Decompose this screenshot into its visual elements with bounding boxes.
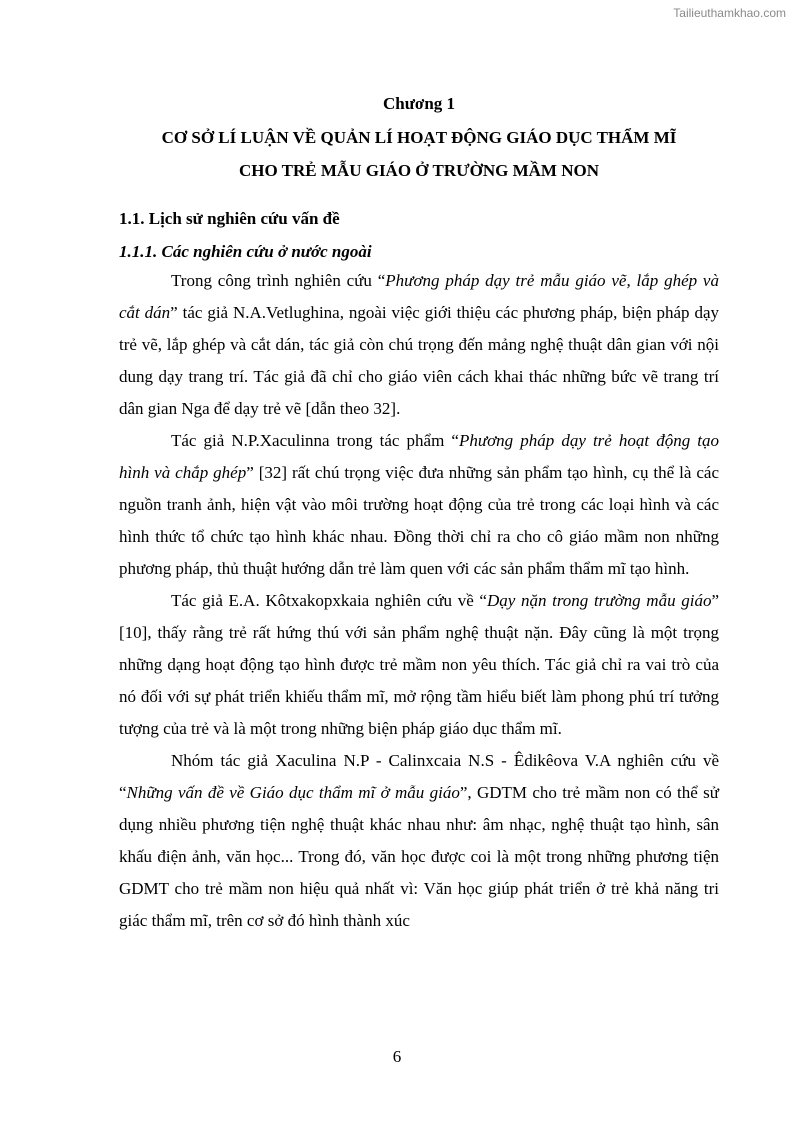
watermark-text: Tailieuthamkhao.com xyxy=(673,6,786,20)
chapter-subtitle-line-2: CHO TRẺ MẪU GIÁO Ở TRƯỜNG MẦM NON xyxy=(239,161,599,180)
work-title: Những vấn đề về Giáo dục thẩm mĩ ở mẫu giáo xyxy=(126,783,460,802)
work-title: Phương pháp dạy trẻ mẫu giáo vẽ, lắp ghép và cắt dán xyxy=(119,271,719,322)
body-text xyxy=(119,265,719,937)
work-title: Phương pháp dạy trẻ hoạt động tạo hình và chắp ghép xyxy=(119,431,720,482)
chapter-title: Chương 1 xyxy=(382,94,456,113)
section-heading: 1.1. Lịch sử nghiên cứu vấn đề xyxy=(119,209,340,228)
paragraph: Nhóm tác giả Xaculina N.P - Calinxcaia N.S - Êdikêova V.A nghiên cứu về “Những vấn đề về Giáo dục thẩm mĩ ở mẫu giáo”, GDTM cho trẻ mầm non có thể sử dụng nhiều phương tiện nghệ thuật khác nhau như: âm nhạc, nghệ thuật tạo hình, sân khấu điện ảnh, văn học... Trong đó, văn học được coi là một trong những phương tiện GDMT cho trẻ mầm non hiệu quả nhất vì: Văn học giúp phát triển ở trẻ khả năng tri giác thẩm mĩ, trên cơ sở đó hình thành xúc xyxy=(119,751,719,930)
paragraph: Tác giả E.A. Kôtxakopxkaia nghiên cứu về “Dạy nặn trong trường mẫu giáo” [10], thấy rằng trẻ rất hứng thú với sản phẩm nghệ thuật nặn. Đây cũng là một trọng những dạng hoạt động tạo hình được trẻ mầm non yêu thích. Tác giả chỉ ra vai trò của nó đối với sự phát triển khiếu thẩm mĩ, mở rộng tầm hiểu biết làm phong phú trí tưởng tượng của trẻ và là một trong những biện pháp giáo dục thẩm mĩ. xyxy=(119,591,719,738)
work-title: Dạy nặn trong trường mẫu giáo xyxy=(486,591,712,610)
paragraph: Trong công trình nghiên cứu “Phương pháp dạy trẻ mẫu giáo vẽ, lắp ghép và cắt dán” tác giả N.A.Vetlughina, ngoài việc giới thiệu các phương pháp, biện pháp dạy trẻ vẽ, lắp ghép và cắt dán, tác giả còn chú trọng đến mảng nghệ thuật dân gian với nội dung dạy trang trí. Tác giả đã chỉ cho giáo viên cách khai thác những bức vẽ trang trí dân gian Nga để dạy trẻ vẽ [dẫn theo 32]. xyxy=(119,271,719,418)
paragraph: Tác giả N.P.Xaculinna trong tác phẩm “Phương pháp dạy trẻ hoạt động tạo hình và chắp ghép” [32] rất chú trọng việc đưa những sản phẩm tạo hình, cụ thể là các nguồn tranh ảnh, hiện vật vào môi trường hoạt động của trẻ trong các loại hình và các hình thức tổ chức tạo hình khác nhau. Đồng thời chỉ ra cho cô giáo mầm non những phương pháp, thủ thuật hướng dẫn trẻ làm quen với các sản phẩm thẩm mĩ tạo hình. xyxy=(119,431,720,578)
chapter-subtitle-line-1: CƠ SỞ LÍ LUẬN VỀ QUẢN LÍ HOẠT ĐỘNG GIÁO DỤC THẨM MĨ xyxy=(161,128,677,147)
page-number: 6 xyxy=(392,1047,402,1066)
subsection-heading: 1.1.1. Các nghiên cứu ở nước ngoài xyxy=(119,242,372,261)
